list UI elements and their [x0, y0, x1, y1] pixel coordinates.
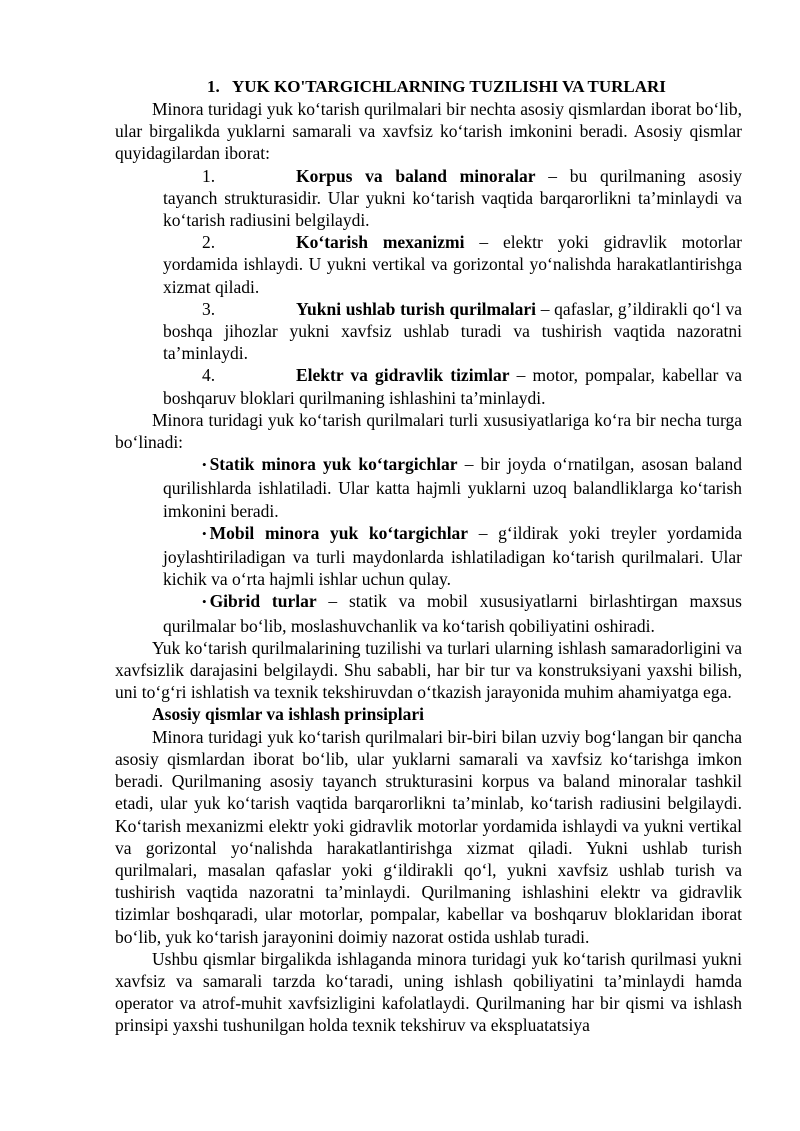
- section-title: [115, 76, 742, 98]
- list-item-text: – bu qurilmaning asosiy tayanch strukturasidir. Ular yukni ko‘tarish vaqtida barqarorlikni ta’minlaydi va ko‘tarish radiusini belgilaydi.: [163, 165, 742, 231]
- list-item-heading: Statik minora yuk ko‘targichlar: [209, 454, 458, 475]
- list-item-heading: Elektr va gidravlik tizimlar: [296, 365, 510, 386]
- list-item-heading: Gibrid turlar: [209, 591, 317, 612]
- list-item-heading: Yukni ushlab turish qurilmalari: [296, 298, 537, 319]
- parts-list-item: [163, 298, 742, 365]
- types-intro-paragraph: Minora turidagi yuk ko‘tarish qurilmalari turli xususiyatlariga ko‘ra bir necha turga bo‘linadi:: [115, 409, 742, 453]
- types-list-item: [163, 453, 742, 522]
- bullet-icon: •: [202, 594, 207, 610]
- list-item-heading: Mobil minora yuk ko‘targichlar: [209, 522, 469, 543]
- section-title-number: 1.: [207, 77, 220, 96]
- types-list-item: [163, 590, 742, 636]
- summary-paragraph: Yuk ko‘tarish qurilmalarining tuzilishi va turlari ularning ishlash samaradorligini va xavfsizlik darajasini belgilaydi. Shu sababli, har bir tur va konstruksiyani yaxshi bilish, uni to‘g‘ri ishlatish va texnik tekshiruvdan o‘tkazish jarayonida muhim ahamiyatga ega.: [115, 637, 742, 703]
- list-number: 2.: [202, 232, 216, 253]
- list-item-heading: Ko‘tarish mexanizmi: [296, 232, 465, 253]
- list-item-heading: Korpus va baland minoralar: [296, 165, 536, 186]
- subsection-heading: Asosiy qismlar va ishlash prinsiplari: [152, 704, 424, 725]
- bullet-icon: •: [202, 457, 207, 473]
- bullet-icon: •: [202, 525, 207, 541]
- list-item-text: – g‘ildirak yoki treyler yordamida joylashtiriladigan va turli maydonlarda ishlatiladigan ko‘tarish qurilmalari. Ular kichik va o‘rta hajmli ishlar uchun qulay.: [163, 522, 743, 590]
- document-page: [115, 76, 742, 1037]
- list-item-text: – elektr yoki gidravlik motorlar yordamida ishlaydi. U yukni vertikal va gorizontal yo‘nalishda harakatlantirishga xizmat qiladi.: [163, 232, 742, 297]
- list-number: 4.: [202, 365, 216, 386]
- body-paragraph: Ushbu qismlar birgalikda ishlaganda minora turidagi yuk ko‘tarish qurilmasi yukni xavfsiz va samarali tarzda ko‘taradi, uning ishlash qobiliyatini ta’minlaydi hamda operator va atrof-muhit xavfsizligini kafolatlaydi. Qurilmaning har bir qismi va ishlash prinsipi yaxshi tushunilgan holda texnik tekshiruv va ekspluatatsiya: [115, 948, 742, 1036]
- parts-list-item: [163, 165, 742, 232]
- list-item-text: – bir joyda o‘rnatilgan, asosan baland qurilishlarda ishlatiladi. Ular katta hajmli yuklarni uzoq balandliklarga ko‘tarish imkonini beradi.: [163, 454, 742, 521]
- types-list-item: [163, 522, 742, 591]
- parts-list-item: [163, 231, 742, 298]
- section-title-text: YUK KO'TARGICHLARNING TUZILISHI VA TURLARI: [232, 77, 666, 96]
- parts-list-item: [163, 364, 742, 408]
- list-item-text: – statik va mobil xususiyatlarni birlashtirgan maxsus qurilmalar bo‘lib, moslashuvchanlik va ko‘tarish qobiliyatini oshiradi.: [163, 591, 742, 636]
- list-item-text: – qafaslar, g’ildirakli qo‘l va boshqa jihozlar yukni xavfsiz ushlab turadi va tushirish vaqtida nazoratni ta’minlaydi.: [163, 298, 742, 364]
- intro-paragraph: Minora turidagi yuk ko‘tarish qurilmalari bir nechta asosiy qismlardan iborat bo‘lib, ular birgalikda yuklarni samarali va xavfsiz ko‘tarish imkonini beradi. Asosiy qismlar quyidagilardan iborat:: [115, 99, 742, 164]
- list-number: 1.: [202, 165, 216, 186]
- list-number: 3.: [202, 298, 216, 319]
- body-paragraph: Minora turidagi yuk ko‘tarish qurilmalari bir-biri bilan uzviy bog‘langan bir qancha asosiy qismlardan iborat bo‘lib, ular yuklarni samarali va xavfsiz ko‘tarishga imkon beradi. Qurilmaning asosiy tayanch strukturasini korpus va baland minoralar tashkil etadi, ular yuk ko‘tarish vaqtida barqarorlikni ta’minlab, ko‘tarish radiusini belgilaydi. Ko‘tarish mexanizmi elektr yoki gidravlik motorlar yordamida ishlaydi va yukni vertikal va gorizontal yo‘nalishda harakatlantirishga xizmat qiladi. Yukni ushlab turish qurilmalari, masalan qafaslar yoki g‘ildirakli qo‘l, yukni xavfsiz ushlab turish va tushirish vaqtida nazoratni ta’minlaydi. Qurilmaning ishlashini elektr va gidravlik tizimlar boshqaradi, ular motorlar, pompalar, kabellar va boshqaruv bloklaridan iborat bo‘lib, yuk ko‘tarish jarayonini doimiy nazorat ostida ushlab turadi.: [115, 726, 742, 947]
- list-item-text: – motor, pompalar, kabellar va boshqaruv bloklari qurilmaning ishlashini ta’minlaydi.: [163, 365, 742, 408]
